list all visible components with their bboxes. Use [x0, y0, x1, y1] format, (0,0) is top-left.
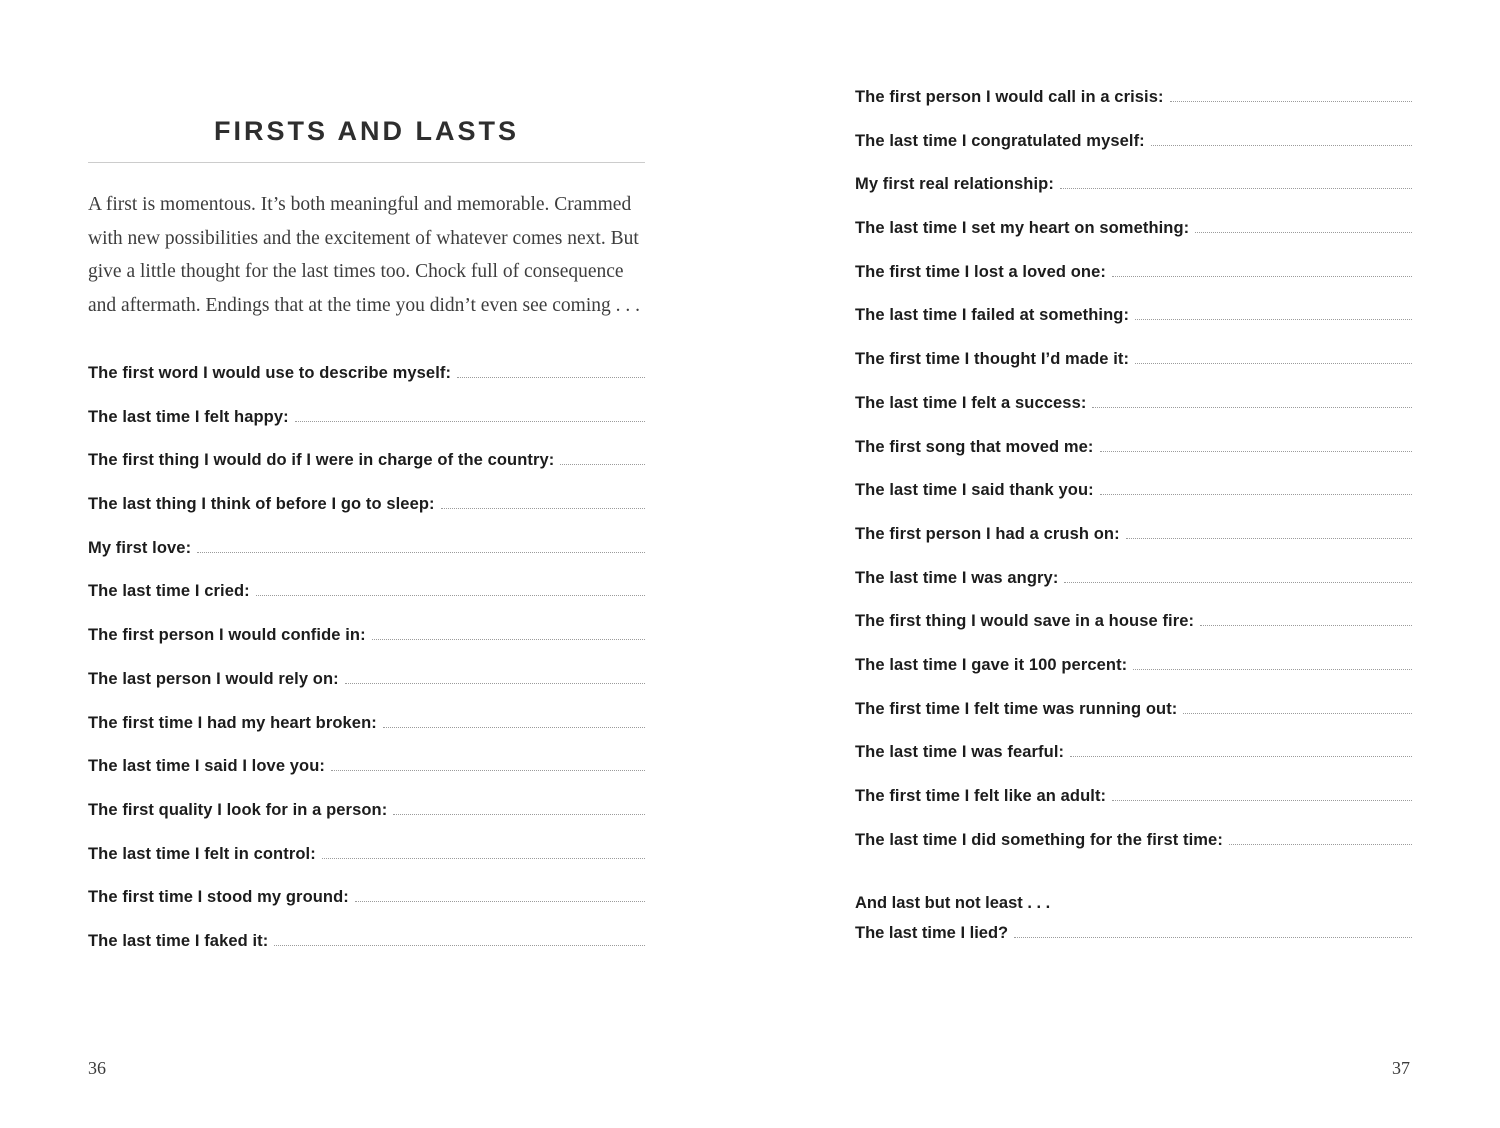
- answer-line: [1070, 756, 1412, 757]
- prompt-label: The last time I did something for the first time:: [855, 830, 1223, 849]
- prompt-row: [855, 924, 1412, 943]
- prompt-row: [855, 700, 1412, 744]
- answer-line: [1151, 145, 1412, 146]
- prompt-label: The first person I would call in a crisis:: [855, 88, 1164, 106]
- prompt-row: [88, 364, 645, 408]
- prompt-label: The first time I stood my ground:: [88, 888, 349, 907]
- answer-line: [355, 901, 645, 902]
- prompt-row: [88, 714, 645, 758]
- prompt-label: The last time I felt in control:: [88, 844, 316, 863]
- prompt-label: The last time I gave it 100 percent:: [855, 655, 1128, 674]
- prompt-label: The first time I had my heart broken:: [88, 713, 377, 732]
- answer-line: [560, 464, 645, 465]
- prompt-label: The first time I thought I’d made it:: [855, 350, 1130, 369]
- answer-line: [1014, 937, 1412, 938]
- prompt-row: [855, 569, 1412, 613]
- prompt-label: The first thing I would save in a house fire:: [855, 612, 1195, 631]
- prompt-row: [855, 306, 1412, 350]
- answer-line: [1060, 188, 1412, 189]
- prompt-label: The last thing I think of before I go to sleep:: [88, 495, 435, 514]
- prompt-row: [855, 438, 1412, 482]
- prompt-label: The first thing I would do if I were in charge of the country:: [88, 451, 555, 470]
- answer-line: [1200, 625, 1412, 626]
- prompt-row: [88, 845, 645, 889]
- prompt-row: [88, 888, 645, 932]
- answer-line: [1135, 363, 1412, 364]
- prompt-label: The last time I felt a success:: [855, 393, 1087, 412]
- prompt-row: [855, 787, 1412, 831]
- page-number-right: 37: [1392, 1058, 1410, 1078]
- prompt-label: My first real relationship:: [855, 175, 1054, 194]
- page-number-left: 36: [88, 1058, 106, 1078]
- answer-line: [393, 814, 645, 815]
- prompt-list-left: [88, 364, 645, 976]
- answer-line: [457, 377, 645, 378]
- answer-line: [1135, 319, 1412, 320]
- answer-line: [1112, 276, 1412, 277]
- prompt-label: The first person I had a crush on:: [855, 524, 1120, 543]
- prompt-label: The first time I felt like an adult:: [855, 787, 1107, 805]
- prompt-row: [855, 175, 1412, 219]
- prompt-label: The last time I cried:: [88, 582, 250, 601]
- page-left: [88, 0, 645, 976]
- prompt-row: [855, 350, 1412, 394]
- prompt-row: [855, 132, 1412, 176]
- answer-line: [1064, 582, 1412, 583]
- prompt-label: The last time I said I love you:: [88, 757, 326, 776]
- answer-line: [1183, 713, 1412, 714]
- answer-line: [1100, 451, 1412, 452]
- prompt-row: [88, 932, 645, 976]
- prompt-row: [855, 88, 1412, 132]
- prompt-row: [88, 801, 645, 845]
- answer-line: [1126, 538, 1412, 539]
- prompt-label: The last person I would rely on:: [88, 669, 339, 688]
- prompt-label: The last time I lied?: [855, 924, 1009, 943]
- prompt-row: [855, 656, 1412, 700]
- prompt-label: The first time I felt time was running out:: [855, 699, 1178, 718]
- prompt-row: [88, 626, 645, 670]
- answer-line: [274, 945, 645, 946]
- prompt-label: The first time I lost a loved one:: [855, 262, 1106, 281]
- answer-line: [441, 508, 645, 509]
- prompt-row: [88, 757, 645, 801]
- answer-line: [1170, 101, 1412, 102]
- answer-line: [1112, 800, 1412, 801]
- prompt-label: The last time I was fearful:: [855, 743, 1065, 762]
- prompt-label: The last time I congratulated myself:: [855, 131, 1145, 150]
- prompt-label: The last time I said thank you:: [855, 481, 1094, 500]
- closing-lead: And last but not least . . .: [855, 894, 1051, 913]
- prompt-label: The last time I set my heart on something:: [855, 219, 1190, 238]
- prompt-row: [88, 670, 645, 714]
- answer-line: [1133, 669, 1412, 670]
- title-divider: [88, 162, 645, 163]
- answer-line: [1092, 407, 1412, 408]
- answer-line: [383, 727, 645, 728]
- page-title: FIRSTS AND LASTS: [213, 116, 519, 146]
- answer-line: [331, 770, 645, 771]
- prompt-row: [855, 831, 1412, 875]
- prompt-row: [855, 525, 1412, 569]
- closing-block: [855, 894, 1412, 943]
- prompt-row: [855, 481, 1412, 525]
- prompt-list-right: [855, 88, 1412, 874]
- prompt-label: The first quality I look for in a person:: [88, 800, 388, 819]
- prompt-row: [88, 495, 645, 539]
- intro-paragraph: A first is momentous. It’s both meaningful and memorable. Crammed with new possibilities and the excitement of whatever comes next. But give a little thought for the last times too. Chock full of consequence and aftermath. Endings that at the time you didn’t even see coming . . .: [88, 194, 640, 316]
- prompt-row: [88, 539, 645, 583]
- prompt-label: The last time I felt happy:: [88, 407, 289, 426]
- prompt-row: [855, 394, 1412, 438]
- prompt-label: The last time I faked it:: [88, 931, 269, 950]
- prompt-row: [855, 219, 1412, 263]
- prompt-label: The last time I was angry:: [855, 568, 1059, 587]
- answer-line: [322, 858, 645, 859]
- answer-line: [197, 552, 645, 553]
- prompt-row: [88, 582, 645, 626]
- answer-line: [295, 421, 645, 422]
- prompt-label: The last time I failed at something:: [855, 306, 1130, 325]
- answer-line: [345, 683, 645, 684]
- answer-line: [1229, 844, 1412, 845]
- prompt-label: The first word I would use to describe myself:: [88, 364, 452, 382]
- answer-line: [372, 639, 645, 640]
- answer-line: [1100, 494, 1412, 495]
- prompt-row: [855, 743, 1412, 787]
- prompt-row: [88, 451, 645, 495]
- prompt-label: My first love:: [88, 538, 192, 557]
- prompt-row: [855, 612, 1412, 656]
- prompt-label: The first person I would confide in:: [88, 626, 366, 645]
- prompt-row: [88, 408, 645, 452]
- page-right: [855, 0, 1412, 943]
- answer-line: [256, 595, 645, 596]
- prompt-label: The first song that moved me:: [855, 437, 1094, 456]
- answer-line: [1195, 232, 1412, 233]
- prompt-row: [855, 263, 1412, 307]
